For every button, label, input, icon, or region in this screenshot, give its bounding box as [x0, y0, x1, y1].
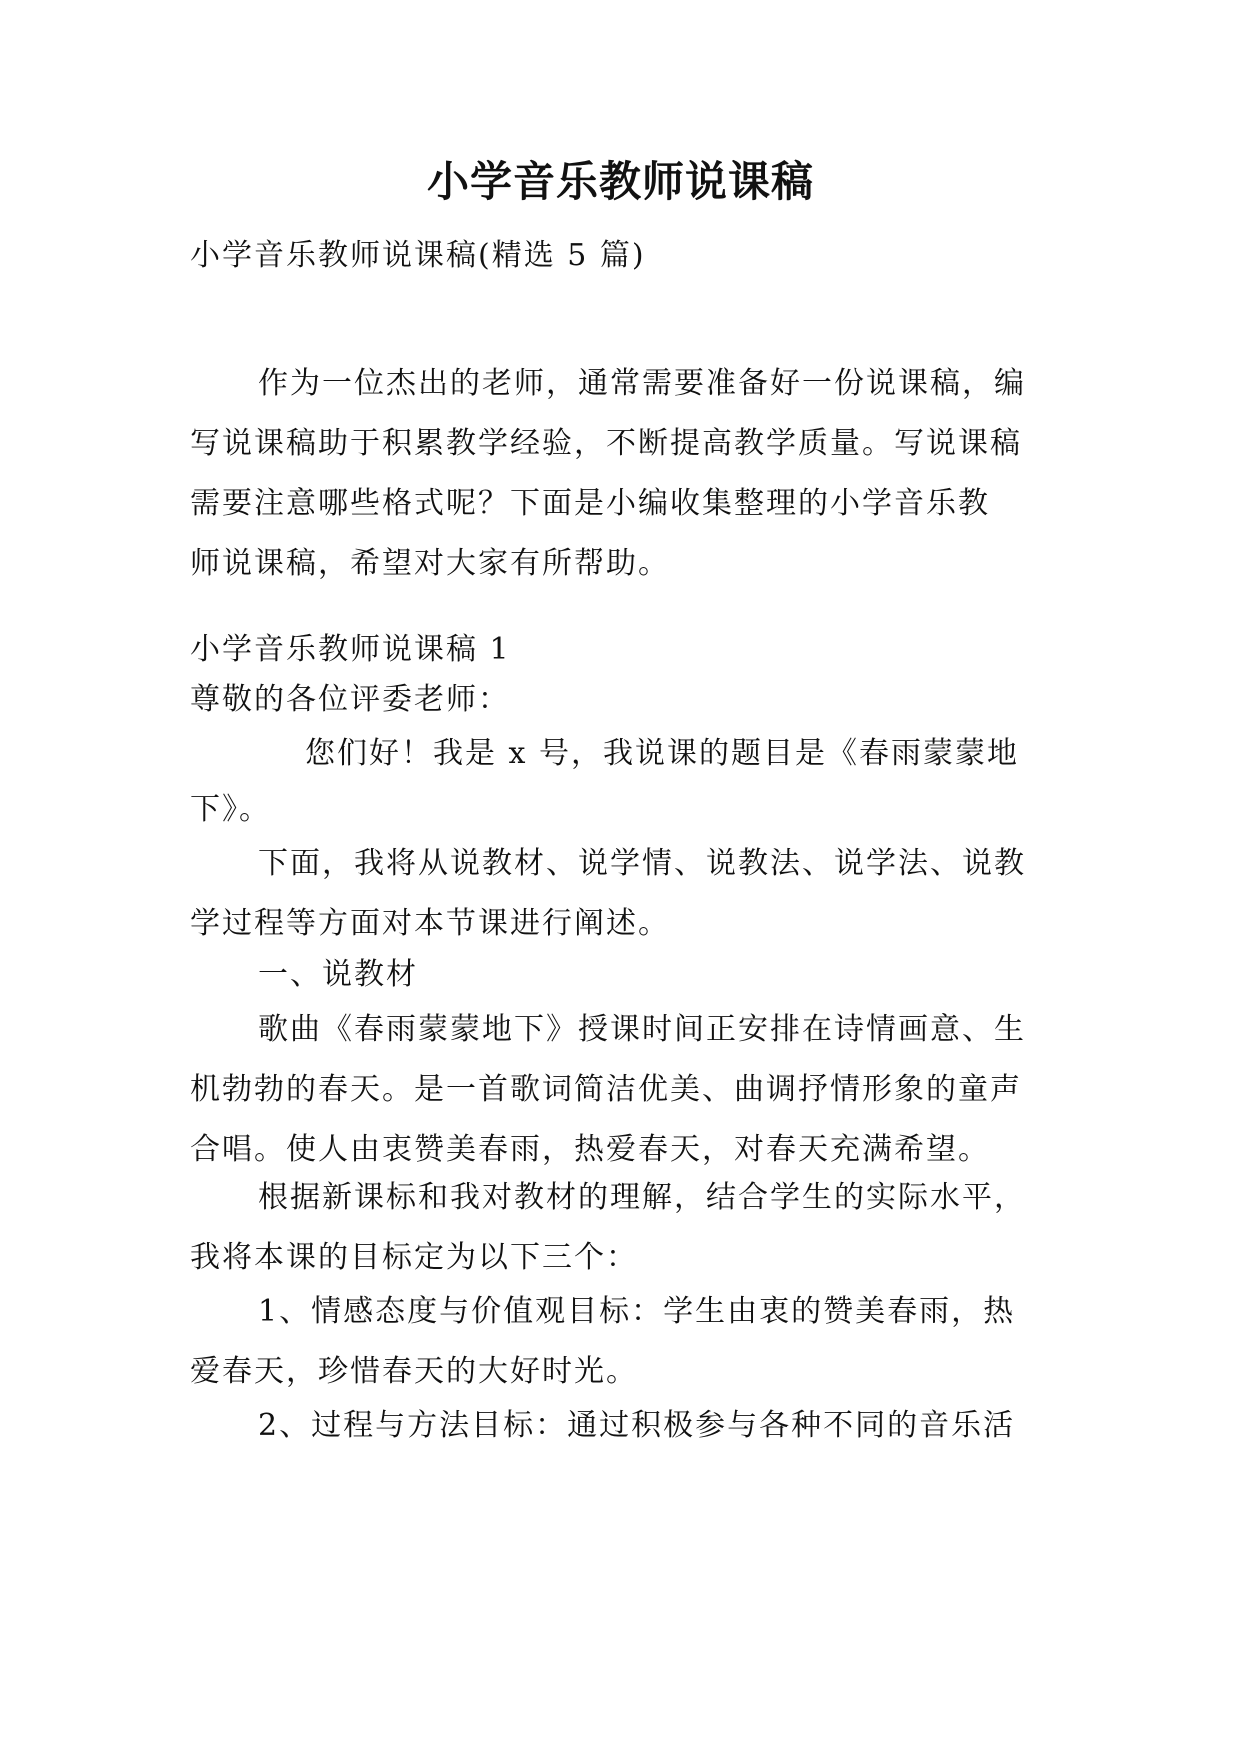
goals-intro-paragraph [190, 1168, 1050, 1288]
intro-line: 作为一位杰出的老师，通常需要准备好一份说课稿，编 [258, 366, 1026, 401]
overview-line: 学过程等方面对本节课进行阐述。 [190, 906, 670, 941]
intro-line: 需要注意哪些格式呢？下面是小编收集整理的小学音乐教 [190, 486, 990, 521]
material-line: 歌曲《春雨蒙蒙地下》授课时间正安排在诗情画意、生 [258, 1012, 1026, 1047]
material-paragraph [190, 1000, 1050, 1180]
section-heading-text: 小学音乐教师说课稿 1 [190, 632, 511, 667]
section-heading [190, 620, 1050, 730]
intro-line: 写说课稿助于积累教学经验，不断提高教学质量。写说课稿 [190, 426, 1022, 461]
salutation: 尊敬的各位评委老师： [190, 682, 510, 717]
part-one-heading-text: 一、说教材 [258, 957, 418, 992]
goal-1-line: 爱春天，珍惜春天的大好时光。 [190, 1354, 638, 1389]
overview-paragraph [190, 834, 1050, 954]
greeting-line: 下》。 [190, 792, 271, 827]
intro-paragraph [190, 354, 1050, 594]
goal-1-line: 1、情感态度与价值观目标：学生由衷的赞美春雨，热 [258, 1294, 1016, 1329]
goal-2-line: 2、过程与方法目标：通过积极参与各种不同的音乐活 [258, 1408, 1016, 1443]
overview-line: 下面，我将从说教材、说学情、说教法、说学法、说教 [258, 846, 1026, 881]
intro-line: 师说课稿，希望对大家有所帮助。 [190, 546, 670, 581]
goals-intro-line: 我将本课的目标定为以下三个： [190, 1240, 638, 1275]
material-line: 合唱。使人由衷赞美春雨，热爱春天，对春天充满希望。 [190, 1132, 990, 1167]
material-line: 机勃勃的春天。是一首歌词简洁优美、曲调抒情形象的童声 [190, 1072, 1022, 1107]
document-title: 小学音乐教师说课稿 [426, 157, 814, 206]
goal-1-paragraph [190, 1282, 1050, 1402]
subtitle-line: 小学音乐教师说课稿(精选 5 篇) [190, 238, 646, 273]
greeting-line: 您们好！我是 x 号，我说课的题目是《春雨蒙蒙地 [305, 736, 1019, 771]
goal-2-paragraph [190, 1396, 1050, 1456]
part-one-heading [190, 945, 1050, 1005]
greeting-paragraph [190, 724, 1050, 840]
goals-intro-line: 根据新课标和我对教材的理解，结合学生的实际水平， [258, 1180, 1026, 1215]
document-subtitle [190, 226, 1050, 286]
